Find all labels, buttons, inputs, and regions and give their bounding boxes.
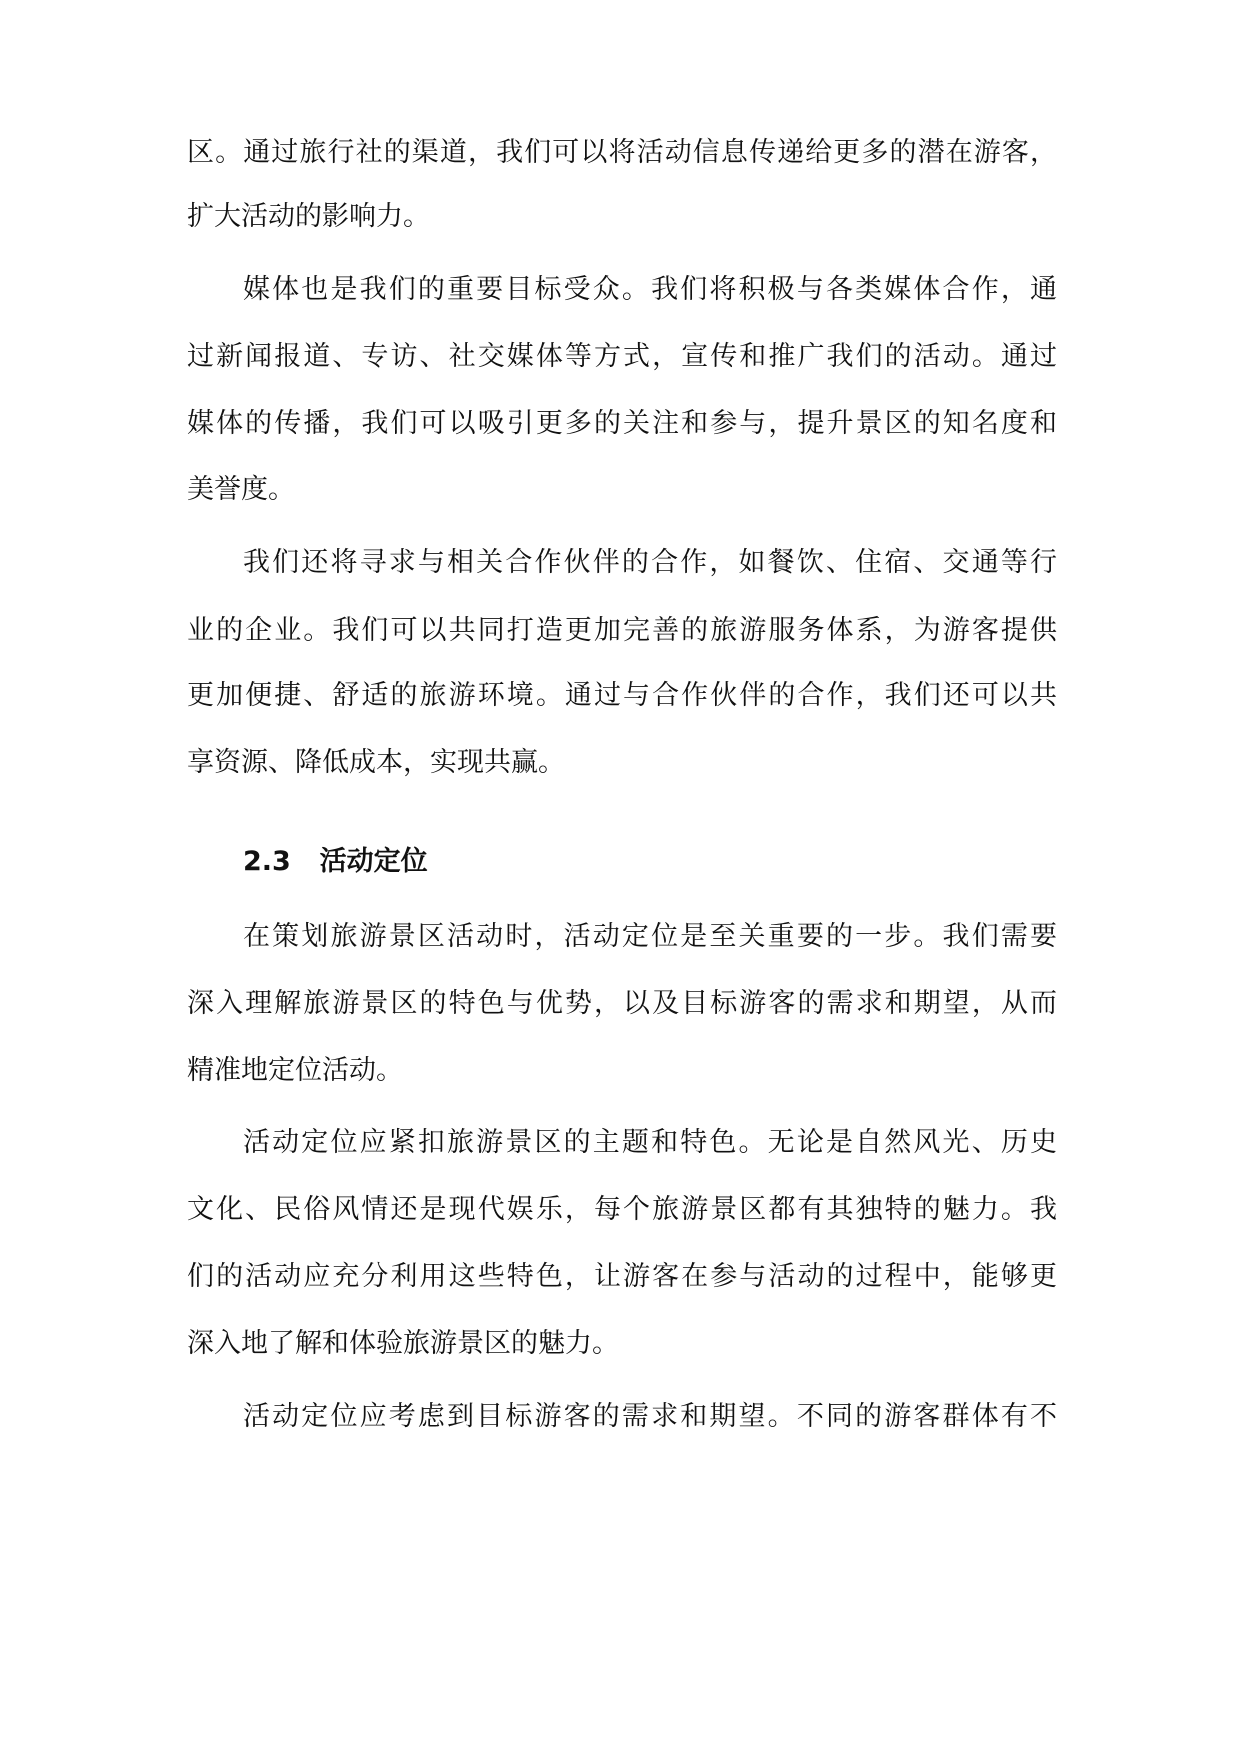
paragraph-line: 深入理解旅游景区的特色与优势，以及目标游客的需求和期望，从而 — [187, 988, 1057, 1019]
paragraph-line: 活动定位应紧扣旅游景区的主题和特色。无论是自然风光、历史 — [243, 1127, 1057, 1158]
paragraph-line: 区。通过旅行社的渠道，我们可以将活动信息传递给更多的潜在游客， — [187, 137, 1057, 168]
paragraph-line: 我们还将寻求与相关合作伙伴的合作，如餐饮、住宿、交通等行 — [243, 547, 1057, 578]
paragraph-line: 精准地定位活动。 — [187, 1055, 403, 1086]
paragraph-line: 业的企业。我们可以共同打造更加完善的旅游服务体系，为游客提供 — [187, 615, 1057, 646]
paragraph-line: 更加便捷、舒适的旅游环境。通过与合作伙伴的合作，我们还可以共 — [187, 680, 1057, 711]
section-title: 活动定位 — [319, 846, 428, 877]
paragraph-line: 享资源、降低成本，实现共赢。 — [187, 747, 565, 778]
paragraph-line: 美誉度。 — [187, 474, 295, 505]
paragraph-line: 文化、民俗风情还是现代娱乐，每个旅游景区都有其独特的魅力。我 — [187, 1194, 1057, 1225]
paragraph-line: 在策划旅游景区活动时，活动定位是至关重要的一步。我们需要 — [243, 921, 1057, 952]
paragraph-line: 深入地了解和体验旅游景区的魅力。 — [187, 1328, 619, 1359]
paragraph-line: 活动定位应考虑到目标游客的需求和期望。不同的游客群体有不 — [243, 1401, 1057, 1432]
paragraph-line: 扩大活动的影响力。 — [187, 201, 430, 232]
section-heading — [243, 845, 428, 879]
paragraph-line: 过新闻报道、专访、社交媒体等方式，宣传和推广我们的活动。通过 — [187, 341, 1057, 372]
paragraph-line: 媒体也是我们的重要目标受众。我们将积极与各类媒体合作，通 — [243, 274, 1057, 305]
section-number: 2.3 — [243, 846, 291, 877]
paragraph-line: 们的活动应充分利用这些特色，让游客在参与活动的过程中，能够更 — [187, 1261, 1057, 1292]
paragraph-line: 媒体的传播，我们可以吸引更多的关注和参与，提升景区的知名度和 — [187, 408, 1057, 439]
